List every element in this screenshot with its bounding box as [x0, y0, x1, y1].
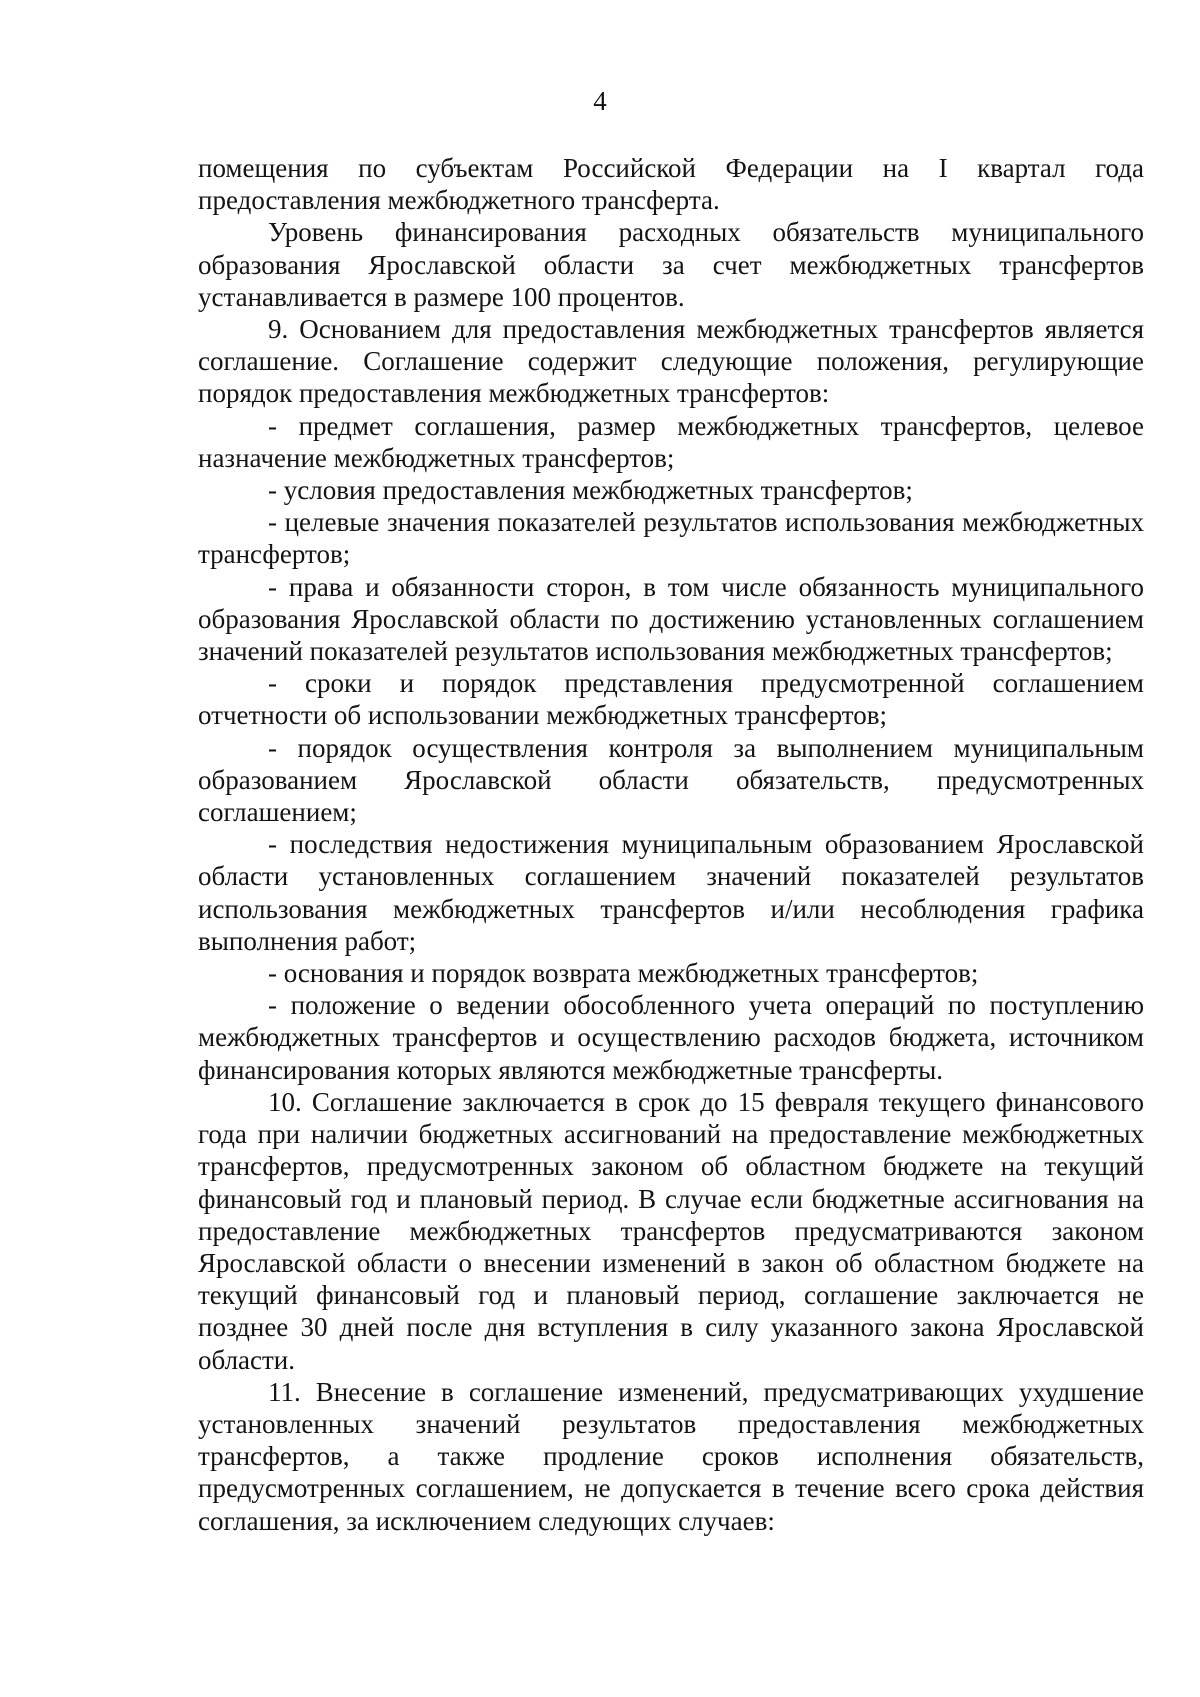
paragraph-clause-10: 10. Соглашение заключается в срок до 15 февраля текущего финансового года при наличии бюджетных ассигнований на предоставление межбюджетных трансфертов, предусмотренных законом об областном бюджете на текущий финансовый год и плановый период. В случае если бюджетные ассигнования на предоставление межбюджетных трансфертов предусматриваются законом Ярославской области о внесении изменений в закон об областном бюджете на текущий финансовый год и плановый период, соглашение заключается не позднее 30 дней после дня вступления в силу указанного закона Ярославской области.: [198, 1086, 1144, 1375]
paragraph-continuation: помещения по субъектам Российской Федерации на I квартал года предоставления межбюджетного трансферта.: [198, 153, 1144, 216]
list-item-separate-accounting: - положение о ведении обособленного учета операций по поступлению межбюджетных трансфертов и осуществлению расходов бюджета, источником финансирования которых являются межбюджетные трансферты.: [198, 990, 1144, 1085]
list-item-subject: - предмет соглашения, размер межбюджетных трансфертов, целевое назначение межбюджетных трансфертов;: [198, 410, 1144, 473]
list-item-consequences: - последствия недостижения муниципальным образованием Ярославской области установленных соглашением значений показателей результатов использования межбюджетных трансфертов и/или несоблюдения графика выполнения работ;: [198, 829, 1144, 956]
paragraph-clause-9: 9. Основанием для предоставления межбюджетных трансфертов является соглашение. Соглашение содержит следующие положения, регулирующие порядок предоставления межбюджетных трансфертов:: [198, 314, 1144, 409]
list-item-rights-obligations: - права и обязанности сторон, в том числе обязанность муниципального образования Ярославской области по достижению установленных соглашением значений показателей результатов использования межбюджетных трансфертов;: [198, 571, 1144, 667]
page-number: 4: [593, 86, 607, 116]
list-item-control: - порядок осуществления контроля за выполнением муниципальным образованием Ярославской области обязательств, предусмотренных соглашением;: [198, 732, 1144, 828]
list-item-target-values: - целевые значения показателей результатов использования межбюджетных трансфертов;: [198, 507, 1144, 570]
list-item-conditions: - условия предоставления межбюджетных трансфертов;: [268, 475, 913, 506]
paragraph-clause-11: 11. Внесение в соглашение изменений, предусматривающих ухудшение установленных значений результатов предоставления межбюджетных трансфертов, а также продление сроков исполнения обязательств, предусмотренных соглашением, не допускается в течение всего срока действия соглашения, за исключением следующих случаев:: [198, 1376, 1144, 1536]
document-body: [198, 152, 1144, 1537]
list-item-reporting: - сроки и порядок представления предусмотренной соглашением отчетности об использовании межбюджетных трансфертов;: [198, 668, 1144, 731]
list-item-return: - основания и порядок возврата межбюджетных трансфертов;: [268, 958, 979, 989]
paragraph-funding-level: Уровень финансирования расходных обязательств муниципального образования Ярославской области за счет межбюджетных трансфертов устанавливается в размере 100 процентов.: [198, 217, 1144, 312]
